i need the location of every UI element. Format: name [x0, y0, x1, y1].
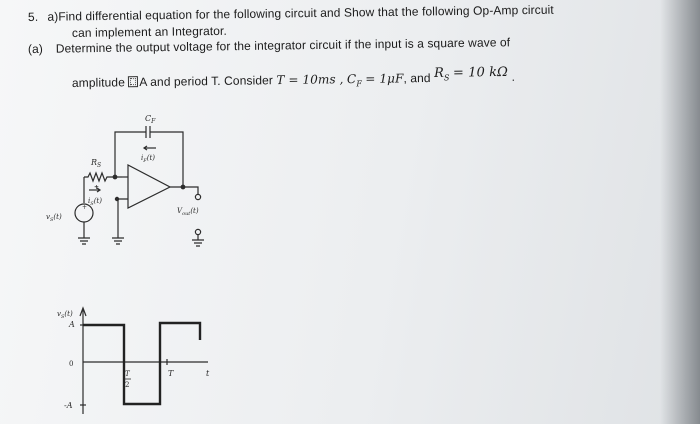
level-pos: A [69, 320, 75, 329]
rs-value: = 10 kΩ [452, 64, 509, 81]
vs-label: $v_S(t)$ [46, 213, 62, 223]
vout-label: $V_{out}(t)$ [177, 207, 199, 217]
wave-y-label: $v_S(t)$ [57, 310, 73, 320]
question-number: 5. [27, 9, 39, 24]
cf-label: $C_F$ [145, 114, 156, 125]
period-label: T [168, 369, 174, 378]
is-label: $i_S(t)$ [88, 197, 102, 207]
question-part-a-title: a)Find differential equation for the following circuit and Show that the following Op-Amp circuit [47, 2, 554, 24]
and-text: , and [403, 70, 431, 86]
cf-symbol: $C_F$ [346, 72, 363, 89]
end-mark: . [511, 69, 516, 84]
capacitor-cf [146, 126, 150, 138]
output-node [181, 185, 185, 189]
time-label: t [206, 369, 210, 378]
subquestion-text: Determine the output voltage for the integrator circuit if the input is a square wave of [55, 35, 511, 56]
inverting-node [113, 175, 117, 179]
square-wave [83, 323, 200, 404]
half-period-den: 2 [125, 381, 130, 389]
source-plus: + [82, 204, 88, 211]
half-period-num: T [125, 370, 130, 378]
if-label: $i_F(t)$ [141, 154, 156, 164]
rs-symbol: $R_S$ [433, 65, 450, 83]
amplitude-suffix: A and period T. Consider [139, 73, 274, 90]
subquestion-label: (a) [27, 41, 44, 56]
op-amp [128, 165, 170, 208]
cf-value: = 1μF [365, 71, 404, 86]
plus-input [118, 199, 128, 238]
output-terminal-minus [195, 229, 200, 234]
question-part-a-title-cont: can implement an Integrator. [71, 23, 227, 40]
output-ground [192, 235, 204, 246]
edge-shadow [660, 0, 700, 424]
rs-label: $R_S$ [91, 158, 102, 169]
ground-plus [112, 238, 124, 244]
level-zero: 0 [69, 360, 74, 368]
period-condition: T = 10ms , [276, 72, 344, 88]
amplitude-prefix: amplitude [71, 75, 126, 90]
level-neg: -A [64, 401, 73, 410]
ground-source [78, 238, 90, 244]
plus-node [115, 197, 118, 200]
plus-sign: + [94, 184, 100, 191]
output-terminal-plus [195, 194, 200, 199]
